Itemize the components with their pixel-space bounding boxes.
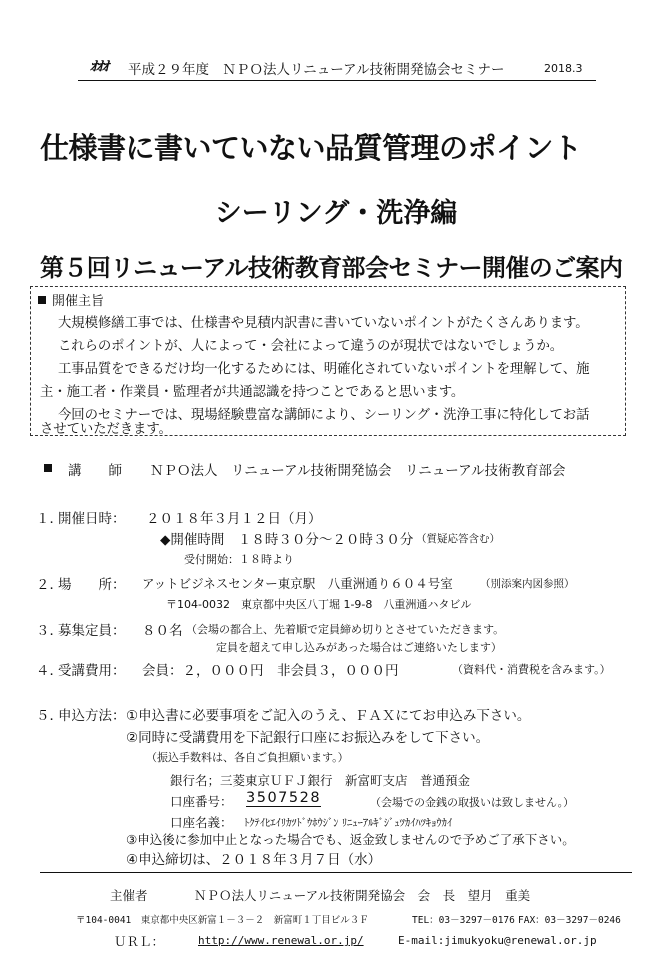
date-value: ２０１８年３月１２日（月） xyxy=(146,511,322,527)
header-divider xyxy=(78,80,596,81)
venue-note: （別添案内図参照） xyxy=(480,578,575,590)
organizer-label: 主催者 xyxy=(110,888,148,903)
capacity-value: ８０名 xyxy=(142,623,183,639)
organizer: ＮＰＯ法人リニューアル技術開発協会 会 長 望月 重美 xyxy=(194,888,531,903)
time-line: ◆開催時間 １８時３０分～２０時３０分 xyxy=(160,532,414,548)
footer-address: 〒104-0041 東京都中央区新富１－３－２ 新富町１丁目ビル３Ｆ xyxy=(76,915,369,926)
time-note: （質疑応答含む） xyxy=(416,533,500,545)
account-number: 3507528 xyxy=(246,790,322,806)
item-number: ５． xyxy=(36,708,63,724)
purpose-label xyxy=(38,290,104,309)
apply-label: 申込方法： xyxy=(58,708,126,724)
apply-step-2: ②同時に受講費用を下記銀行口座にお振込みをして下さい。 xyxy=(126,730,490,746)
purpose-line: 工事品質をできるだけ均一化するためには、明確化されていないポイントを理解して、施 xyxy=(58,362,590,377)
purpose-line: 大規模修繕工事では、仕様書や見積内訳書に書いていないポイントがたくさんあります。 xyxy=(58,316,589,331)
bank-name: 銀行名；三菱東京ＵＦＪ銀行 新富町支店 普通預金 xyxy=(170,773,471,788)
email-link[interactable]: E-mail:jimukyoku@renewal.or.jp xyxy=(398,934,597,947)
account-name-label: 口座名義： xyxy=(170,815,233,830)
sub-title: シーリング・洗浄編 xyxy=(214,198,458,229)
logo: ｵｵｵ xyxy=(90,59,108,75)
account-name: ﾄｸﾃｲﾋｴｲﾘｶﾂﾄﾞｳﾎｳｼﾞﾝ ﾘﾆｭｰｱﾙｷﾞｼﾞｭﾂｶｲﾊﾂｷｮｳｶｲ xyxy=(244,817,453,829)
account-number-label: 口座番号： xyxy=(170,794,233,809)
apply-step-3: ③申込後に参加中止となった場合でも、返金致しませんので予めご了承下さい。 xyxy=(126,832,575,847)
capacity-note: （会場の都合上、先着順で定員締め切りとさせていただきます。 xyxy=(186,623,505,636)
venue-address: 〒104-0032 東京都中央区八丁堀 1-9-8 八重洲通ハタビル xyxy=(166,598,472,611)
fee-note: （資料代・消費税を含みます。） xyxy=(452,663,611,676)
purpose-line: 今回のセミナーでは、現場経験豊富な講師により、シーリング・洗浄工事に特化してお話 xyxy=(58,408,590,423)
capacity-label: 募集定員： xyxy=(58,623,126,639)
website-link[interactable]: http://www.renewal.or.jp/ xyxy=(198,934,364,947)
item-number: １． xyxy=(36,511,63,527)
purpose-line: 主・施工者・作業員・監理者が共通認識を持つことであると思います。 xyxy=(40,385,465,400)
apply-step-4: ④申込締切は、２０１８年３月７日（水） xyxy=(126,852,382,868)
fee-value: 会員：２，０００円 非会員３，０００円 xyxy=(142,663,399,679)
main-title: 仕様書に書いていない品質管理のポイント xyxy=(40,131,582,165)
transfer-fee-note: （振込手数料は、各自ご負担願います。） xyxy=(146,751,349,764)
fee-label: 受講費用： xyxy=(58,663,126,679)
purpose-label-text: 開催主旨 xyxy=(52,294,105,309)
capacity-note-2: 定員を超えて申し込みがあった場合はご連絡いたします） xyxy=(216,641,502,654)
url-label: ＵＲＬ： xyxy=(114,934,165,949)
venue-value: アットビジネスセンター東京駅 八重洲通り６０４号室 xyxy=(142,576,453,591)
item-number: ４． xyxy=(36,663,63,679)
square-bullet-icon xyxy=(38,296,46,304)
lecturer-value: ＮＰＯ法人 リニューアル技術開発協会 リニューアル技術教育部会 xyxy=(150,463,566,479)
footer-fax: FAX：03－3297－0246 xyxy=(518,915,621,926)
footer-divider xyxy=(40,872,632,873)
header-date: 2018.3 xyxy=(544,62,583,75)
square-bullet-icon xyxy=(44,464,52,472)
footer-tel: TEL：03－3297－0176 xyxy=(412,915,515,926)
reception-time: 受付開始：１８時より xyxy=(184,553,294,566)
apply-step-1: ①申込書に必要事項をご記入のうえ、ＦＡＸにてお申込み下さい。 xyxy=(126,708,531,724)
header-org-line: 平成２９年度 ＮＰＯ法人リニューアル技術開発協会セミナー xyxy=(128,62,505,78)
date-label: 開催日時： xyxy=(58,511,126,527)
item-number: ２． xyxy=(36,577,63,593)
venue-label: 場 所： xyxy=(58,577,126,593)
item-number: ３． xyxy=(36,623,63,639)
purpose-line: これらのポイントが、人によって・会社によって違うのが現状ではないでしょうか。 xyxy=(58,339,564,354)
account-note: （会場での金銭の取扱いは致しません。） xyxy=(370,796,575,809)
purpose-line: させていただきます。 xyxy=(40,422,172,437)
announce-title: 第５回リニューアル技術教育部会セミナー開催のご案内 xyxy=(40,254,623,282)
lecturer-label: 講 師 xyxy=(68,463,122,479)
